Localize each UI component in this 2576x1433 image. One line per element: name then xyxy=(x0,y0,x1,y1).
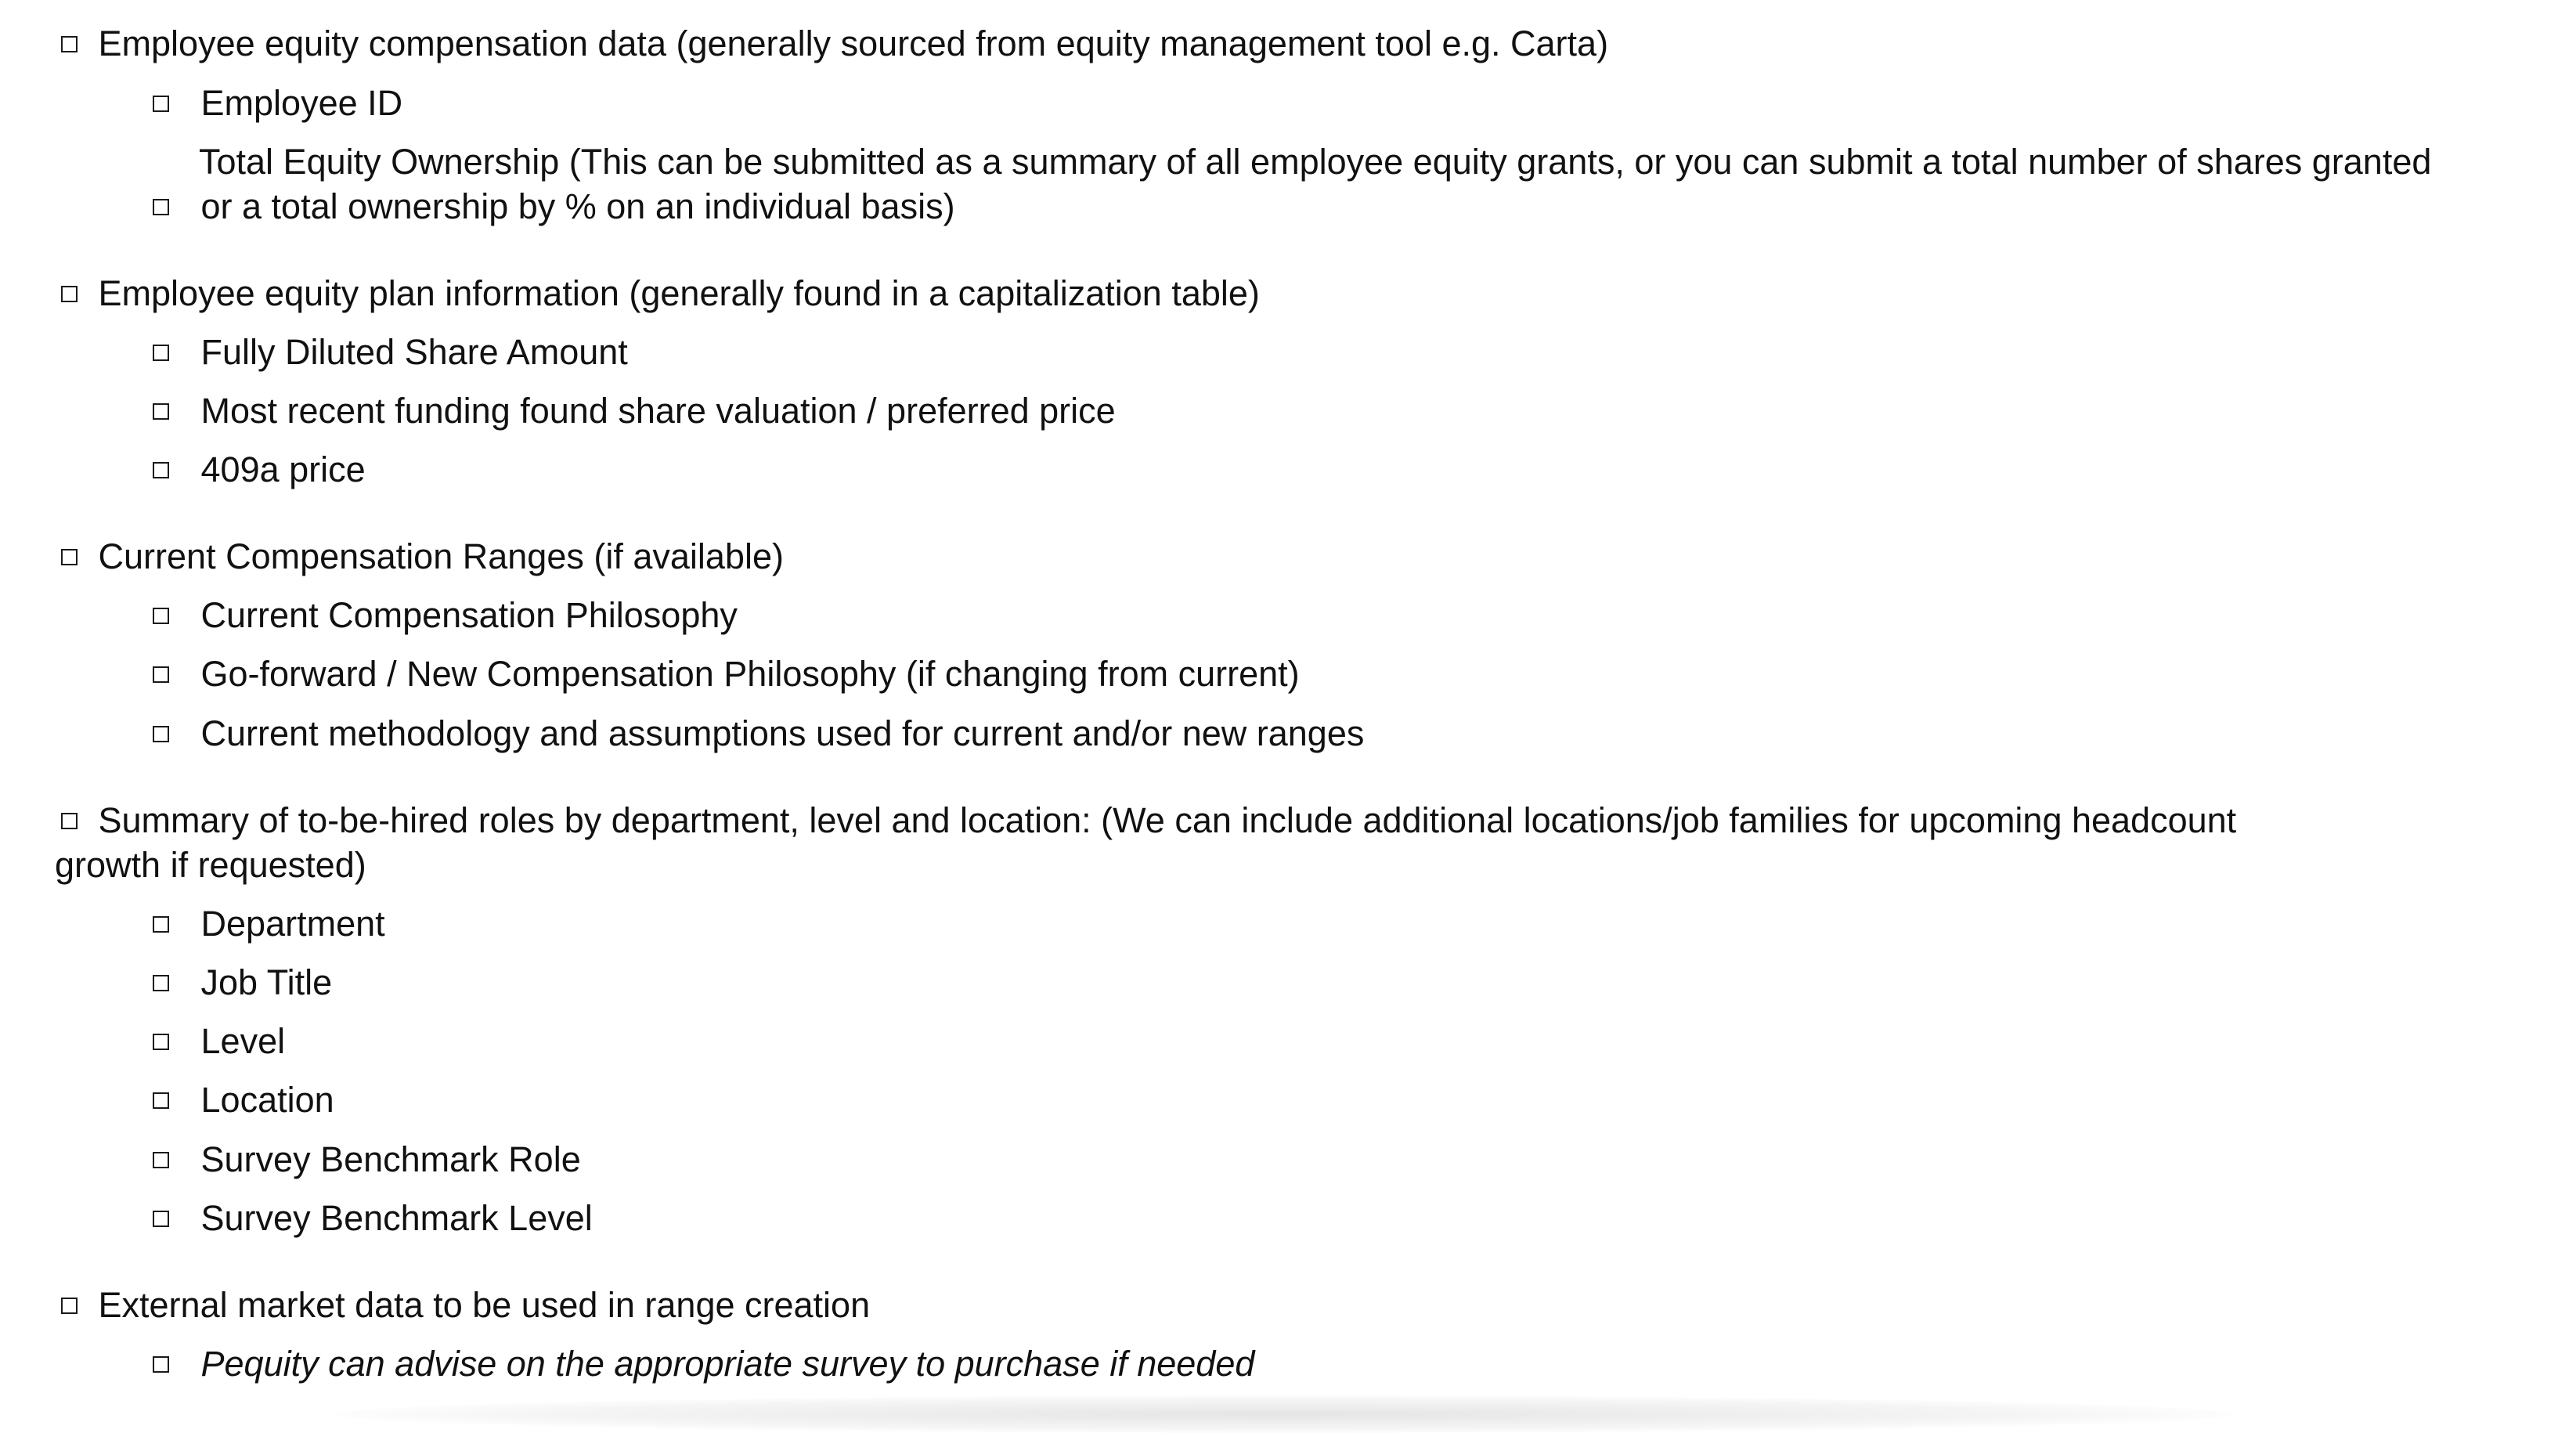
section-1-title: Employee equity compensation data (generally sourced from equity management tool e.g. Carta) xyxy=(98,23,1609,63)
section-4-heading xyxy=(61,799,2236,843)
checkbox[interactable] xyxy=(153,1034,169,1050)
checkbox[interactable] xyxy=(61,1298,78,1314)
section-3-heading xyxy=(61,535,784,579)
section-1-heading xyxy=(61,22,1608,66)
checkbox[interactable] xyxy=(153,1092,169,1109)
checkbox[interactable] xyxy=(153,608,169,624)
section-4-title-line-1: Summary of to-be-hired roles by department, level and location: (We can include additional locations/job families for upcoming headcount xyxy=(98,800,2237,840)
section-4-item-2: Job Title xyxy=(153,961,332,1005)
checkbox[interactable] xyxy=(153,666,169,683)
checkbox[interactable] xyxy=(153,1152,169,1168)
section-1-item-2: or a total ownership by % on an individual basis) xyxy=(153,185,955,229)
section-4-item-6: Survey Benchmark Level xyxy=(153,1197,593,1240)
section-4-item-3: Level xyxy=(153,1020,285,1063)
section-3-item-2: Go-forward / New Compensation Philosophy (if changing from current) xyxy=(153,652,1300,696)
checkbox[interactable] xyxy=(153,96,169,112)
section-3-title: Current Compensation Ranges (if available) xyxy=(98,536,784,576)
checkbox[interactable] xyxy=(61,813,78,829)
section-1-item-1: Employee ID xyxy=(153,81,402,125)
checkbox[interactable] xyxy=(153,916,169,933)
section-2-item-1: Fully Diluted Share Amount xyxy=(153,330,628,374)
checkbox[interactable] xyxy=(153,345,169,361)
checkbox[interactable] xyxy=(153,975,169,991)
checkbox[interactable] xyxy=(153,1356,169,1373)
page-bottom-shadow xyxy=(337,1395,2231,1433)
checkbox[interactable] xyxy=(153,462,169,478)
section-2-item-2: Most recent funding found share valuation / preferred price xyxy=(153,389,1116,433)
checkbox[interactable] xyxy=(61,36,78,52)
section-2-heading xyxy=(61,272,1260,316)
section-3-item-1: Current Compensation Philosophy xyxy=(153,594,738,637)
checkbox[interactable] xyxy=(153,726,169,742)
section-2-title: Employee equity plan information (generally found in a capitalization table) xyxy=(98,273,1260,313)
checkbox[interactable] xyxy=(61,549,78,565)
section-2-item-3: 409a price xyxy=(153,448,366,492)
section-4-item-1: Department xyxy=(153,902,385,946)
section-4-item-4: Location xyxy=(153,1078,334,1122)
section-3-item-3: Current methodology and assumptions used for current and/or new ranges xyxy=(153,712,1364,756)
section-5-item-1: Pequity can advise on the appropriate survey to purchase if needed xyxy=(153,1342,1254,1386)
checkbox[interactable] xyxy=(153,1211,169,1227)
section-4-item-5: Survey Benchmark Role xyxy=(153,1138,581,1182)
section-5-heading xyxy=(61,1283,870,1327)
checkbox[interactable] xyxy=(153,403,169,420)
checkbox[interactable] xyxy=(153,199,169,215)
section-5-title: External market data to be used in range creation xyxy=(98,1285,871,1325)
section-4-title-line-2: growth if requested) xyxy=(55,845,366,885)
section-1-item-2-line-1: Total Equity Ownership (This can be submitted as a summary of all employee equity grants, or you can submit a total number of shares granted xyxy=(199,142,2432,182)
checkbox[interactable] xyxy=(61,286,78,302)
